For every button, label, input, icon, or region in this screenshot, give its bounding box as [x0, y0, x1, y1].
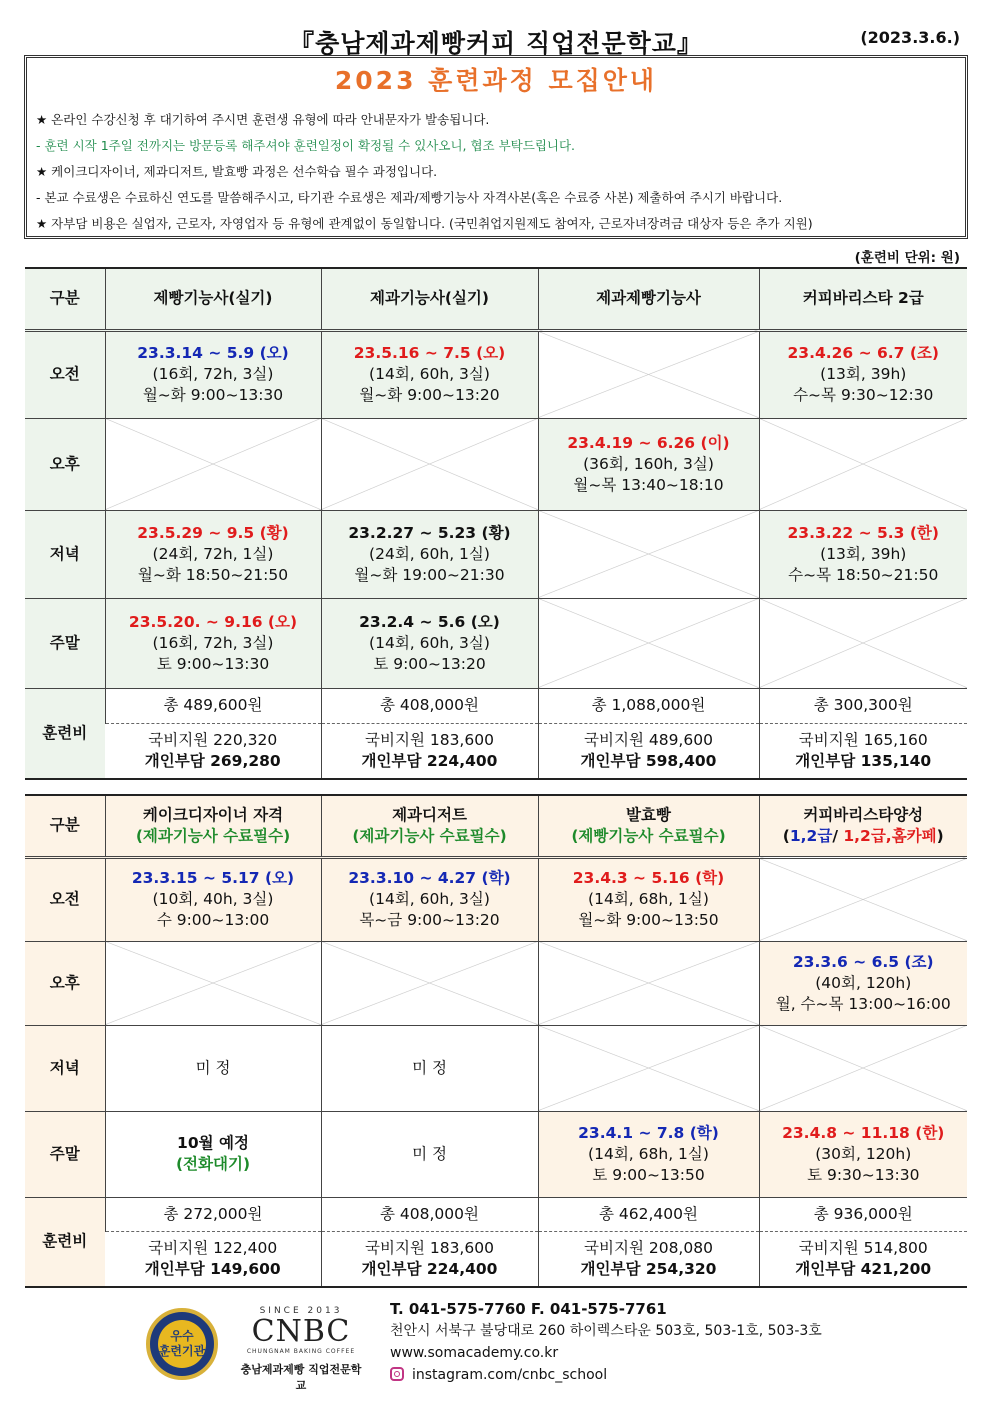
course-name: 커피바리스타양성 — [803, 805, 924, 824]
session-time: 월, 수~목 13:00~16:00 — [775, 994, 951, 1013]
course-requirement: (제과기능사 수료필수) — [352, 826, 507, 845]
session-detail: (24회, 60h, 1실) — [369, 544, 490, 563]
empty-cell — [538, 941, 759, 1025]
session-time: 토 9:00~13:20 — [373, 654, 486, 673]
schedule-cell — [538, 418, 759, 510]
schedule-table-1 — [25, 267, 967, 780]
session-time: 수 9:00~13:00 — [156, 911, 270, 929]
session-detail: (24회, 72h, 1실) — [152, 544, 274, 563]
fee-total: 총 408,000원 — [321, 1197, 538, 1231]
course-requirement: (제빵기능사 수료필수) — [571, 826, 726, 845]
fee-total: 총 272,000원 — [105, 1197, 321, 1231]
empty-cell — [538, 1025, 759, 1111]
fee-breakdown — [538, 1231, 759, 1287]
self-pay: 개인부담 224,400 — [361, 751, 498, 770]
notice-list — [27, 107, 965, 237]
self-pay: 개인부담 254,320 — [580, 1259, 717, 1278]
session-dates: 23.3.22 ~ 5.3 (한) — [787, 523, 939, 542]
row-label: 오전 — [25, 330, 105, 418]
session-detail: (14회, 60h, 3실) — [369, 633, 490, 652]
tbd-cell: 미 정 — [321, 1111, 538, 1197]
session-time: 월~화 18:50~21:50 — [137, 565, 289, 584]
schedule-cell — [759, 1111, 967, 1197]
session-dates: 23.4.1 ~ 7.8 (학) — [578, 1123, 719, 1142]
notice-box — [24, 55, 968, 239]
schedule-cell — [321, 598, 538, 688]
gov-support: 국비지원 122,400 — [148, 1238, 278, 1257]
empty-cell — [538, 510, 759, 598]
course-header: 제과기능사(실기) — [321, 268, 538, 330]
session-dates: 23.2.27 ~ 5.23 (황) — [348, 523, 511, 542]
fee-breakdown — [759, 723, 967, 779]
tbd-cell: 미 정 — [105, 1025, 321, 1111]
self-pay: 개인부담 598,400 — [580, 751, 717, 770]
schedule-cell — [105, 330, 321, 418]
row-morning — [25, 857, 967, 941]
row-label: 오후 — [25, 418, 105, 510]
table-header-row — [25, 268, 967, 330]
logo-english: CHUNGNAM BAKING COFFEE — [246, 1348, 356, 1355]
gov-support: 국비지원 489,600 — [584, 730, 713, 749]
schedule-cell — [321, 510, 538, 598]
empty-cell — [538, 598, 759, 688]
session-detail: (14회, 60h, 3실) — [369, 890, 490, 908]
empty-cell — [105, 941, 321, 1025]
instagram-link[interactable] — [390, 1364, 822, 1386]
session-time: 월~화 9:00~13:30 — [142, 386, 284, 404]
fee-breakdown — [759, 1231, 967, 1287]
session-dates: 23.4.26 ~ 6.7 (조) — [787, 344, 939, 362]
planned-note: 10월 예정 — [177, 1134, 249, 1152]
schedule-cell — [759, 510, 967, 598]
notice-item: ★ 온라인 수강신청 후 대기하여 주시면 훈련생 유형에 따라 안내문자가 발송됩니다. — [36, 112, 490, 127]
schedule-cell — [538, 1111, 759, 1197]
schedule-cell — [538, 857, 759, 941]
schedule-cell — [759, 941, 967, 1025]
fee-breakdown — [105, 723, 321, 779]
level-option-b: 1,2급,홈카페 — [843, 826, 937, 845]
gov-support: 국비지원 165,160 — [798, 730, 928, 749]
session-detail: (14회, 60h, 3실) — [369, 365, 490, 383]
session-detail: (40회, 120h) — [815, 973, 912, 992]
seal-text — [158, 1320, 206, 1368]
row-label: 저녁 — [25, 510, 105, 598]
table-header-row — [25, 795, 967, 857]
paren-open: ( — [782, 826, 790, 845]
session-dates: 23.3.6 ~ 6.5 (조) — [792, 952, 934, 971]
schedule-cell — [105, 1111, 321, 1197]
row-weekend — [25, 598, 967, 688]
schedule-cell — [321, 857, 538, 941]
logo-mark: CNBC — [251, 1314, 351, 1349]
session-dates: 23.5.16 ~ 7.5 (오) — [353, 344, 506, 362]
session-detail: (10회, 40h, 3실) — [152, 890, 274, 908]
session-time: 월~화 9:00~13:20 — [359, 386, 500, 404]
row-evening — [25, 510, 967, 598]
session-time: 토 9:30~13:30 — [807, 1165, 920, 1184]
course-header — [321, 795, 538, 857]
session-detail: (13회, 39h) — [820, 544, 907, 563]
title-row — [0, 22, 992, 56]
seal-line: 우수 — [170, 1329, 194, 1343]
seal-line: 훈련기관 — [158, 1344, 206, 1358]
course-name: 제과디저트 — [392, 805, 467, 824]
fee-total: 총 408,000원 — [321, 688, 538, 723]
fee-breakdown-row — [25, 1231, 967, 1287]
gov-support: 국비지원 183,600 — [365, 730, 494, 749]
course-header: 제빵기능사(실기) — [105, 268, 321, 330]
notice-item: ★ 자부담 비용은 실업자, 근로자, 자영업자 등 유형에 관계없이 동일합니다. (국민취업지원제도 참여자, 근로자녀장려금 대상자 등은 추가 지원) — [36, 216, 813, 231]
course-name: 케이크디자이너 자격 — [142, 805, 284, 824]
session-detail: (14회, 68h, 1실) — [588, 890, 709, 908]
empty-cell — [759, 1025, 967, 1111]
session-time: 월~화 19:00~21:30 — [354, 565, 505, 584]
session-dates: 23.5.29 ~ 9.5 (황) — [137, 523, 289, 542]
schedule-cell — [321, 330, 538, 418]
session-detail: (13회, 39h) — [820, 365, 907, 383]
fee-total: 총 1,088,000원 — [538, 688, 759, 723]
course-header: 커피바리스타 2급 — [759, 268, 967, 330]
session-detail: (36회, 160h, 3실) — [583, 454, 714, 473]
session-time: 월~화 9:00~13:50 — [578, 911, 719, 929]
schedule-cell — [105, 510, 321, 598]
session-dates: 23.4.19 ~ 6.26 (이) — [567, 433, 730, 452]
course-header — [538, 795, 759, 857]
fee-total-row — [25, 1197, 967, 1231]
course-name: 발효빵 — [626, 805, 671, 824]
fee-total: 총 489,600원 — [105, 688, 321, 723]
fee-total-row — [25, 688, 967, 723]
fee-total: 총 462,400원 — [538, 1197, 759, 1231]
schedule-cell — [105, 857, 321, 941]
row-morning — [25, 330, 967, 418]
self-pay: 개인부담 224,400 — [361, 1259, 498, 1278]
session-time: 수~목 18:50~21:50 — [788, 565, 939, 584]
row-afternoon — [25, 941, 967, 1025]
address: 천안시 서북구 불당대로 260 하이렉스타운 503호, 503-1호, 503-3호 — [390, 1323, 822, 1339]
empty-cell — [105, 418, 321, 510]
header-category: 구분 — [25, 268, 105, 330]
fee-breakdown — [321, 1231, 538, 1287]
session-time: 토 9:00~13:50 — [592, 1165, 705, 1184]
issue-date: (2023.3.6.) — [860, 28, 960, 47]
level-option-a: 1,2급 — [789, 826, 833, 845]
session-detail: (16회, 72h, 3실) — [152, 633, 274, 652]
excellence-seal-icon — [146, 1308, 218, 1380]
row-label: 훈련비 — [25, 688, 105, 779]
level-separator: / — [832, 826, 844, 845]
contact-info — [390, 1298, 822, 1386]
row-label: 주말 — [25, 598, 105, 688]
logo-korean: 충남제과제빵 직업전문학교 — [240, 1363, 362, 1392]
empty-cell — [538, 330, 759, 418]
gov-support: 국비지원 220,320 — [148, 730, 278, 749]
instagram-icon — [390, 1367, 404, 1381]
row-evening — [25, 1025, 967, 1111]
course-header: 제과제빵기능사 — [538, 268, 759, 330]
session-time: 목~금 9:00~13:20 — [359, 911, 500, 929]
notice-item: - 본교 수료생은 수료하신 연도를 말씀해주시고, 타기관 수료생은 제과/제빵기능사 자격사본(혹은 수료증 사본) 제출하여 주시기 바랍니다. — [36, 190, 783, 205]
empty-cell — [321, 418, 538, 510]
course-header — [759, 795, 967, 857]
row-weekend — [25, 1111, 967, 1197]
phone-fax: T. 041-575-7760 F. 041-575-7761 — [390, 1300, 667, 1318]
row-label: 오전 — [25, 857, 105, 941]
self-pay: 개인부담 269,280 — [144, 751, 281, 770]
row-label: 훈련비 — [25, 1197, 105, 1287]
fee-breakdown-row — [25, 723, 967, 779]
schedule-cell — [105, 598, 321, 688]
gov-support: 국비지원 208,080 — [584, 1238, 713, 1257]
session-dates: 23.5.20. ~ 9.16 (오) — [128, 612, 298, 631]
empty-cell — [759, 418, 967, 510]
gov-support: 국비지원 183,600 — [365, 1238, 494, 1257]
fee-unit-note: (훈련비 단위: 원) — [854, 250, 960, 266]
session-dates: 23.3.15 ~ 5.17 (오) — [131, 869, 295, 887]
notice-item: - 훈련 시작 1주일 전까지는 방문등록 해주셔야 훈련일정이 확정될 수 있사오니, 협조 부탁드립니다. — [36, 138, 576, 153]
session-time: 월~목 13:40~18:10 — [573, 475, 724, 494]
header-category: 구분 — [25, 795, 105, 857]
schedule-table-2 — [25, 794, 967, 1288]
fee-breakdown — [538, 723, 759, 779]
course-header — [105, 795, 321, 857]
session-time: 토 9:00~13:30 — [156, 654, 270, 673]
tbd-cell: 미 정 — [321, 1025, 538, 1111]
empty-cell — [759, 857, 967, 941]
instagram-handle: instagram.com/cnbc_school — [412, 1367, 608, 1383]
gov-support: 국비지원 514,800 — [798, 1238, 928, 1257]
logo-since: SINCE 2013 — [259, 1306, 343, 1316]
fee-total: 총 300,300원 — [759, 688, 967, 723]
session-detail: (14회, 68h, 1실) — [588, 1144, 709, 1163]
row-label: 오후 — [25, 941, 105, 1025]
empty-cell — [759, 598, 967, 688]
page-subtitle: 2023 훈련과정 모집안내 — [334, 66, 658, 95]
paren-close: ) — [936, 826, 944, 845]
fee-breakdown — [105, 1231, 321, 1287]
course-levels — [760, 826, 968, 847]
row-afternoon — [25, 418, 967, 510]
session-detail: (16회, 72h, 3실) — [152, 365, 274, 383]
session-detail: (30회, 120h) — [815, 1144, 912, 1163]
self-pay: 개인부담 421,200 — [795, 1259, 932, 1278]
row-label: 저녁 — [25, 1025, 105, 1111]
session-dates: 23.3.14 ~ 5.9 (오) — [137, 344, 289, 362]
notice-item: ★ 케이크디자이너, 제과디저트, 발효빵 과정은 선수학습 필수 과정입니다. — [36, 164, 438, 179]
self-pay: 개인부담 149,600 — [144, 1259, 281, 1278]
session-dates: 23.4.8 ~ 11.18 (한) — [782, 1123, 945, 1142]
row-label: 주말 — [25, 1111, 105, 1197]
session-dates: 23.3.10 ~ 4.27 (학) — [348, 869, 511, 887]
website-link[interactable]: www.somacademy.co.kr — [390, 1345, 559, 1361]
school-logo — [236, 1306, 366, 1393]
session-time: 수~목 9:30~12:30 — [793, 386, 934, 404]
session-dates: 23.2.4 ~ 5.6 (오) — [359, 612, 500, 631]
course-requirement: (제과기능사 수료필수) — [135, 826, 291, 845]
waitlist-note: (전화대기) — [175, 1155, 251, 1173]
page-title: 『충남제과제빵커피 직업전문학교』 — [289, 29, 703, 58]
session-dates: 23.4.3 ~ 5.16 (학) — [572, 869, 725, 887]
self-pay: 개인부담 135,140 — [795, 751, 932, 770]
footer — [0, 1298, 992, 1398]
empty-cell — [321, 941, 538, 1025]
fee-total: 총 936,000원 — [759, 1197, 967, 1231]
fee-breakdown — [321, 723, 538, 779]
schedule-cell — [759, 330, 967, 418]
